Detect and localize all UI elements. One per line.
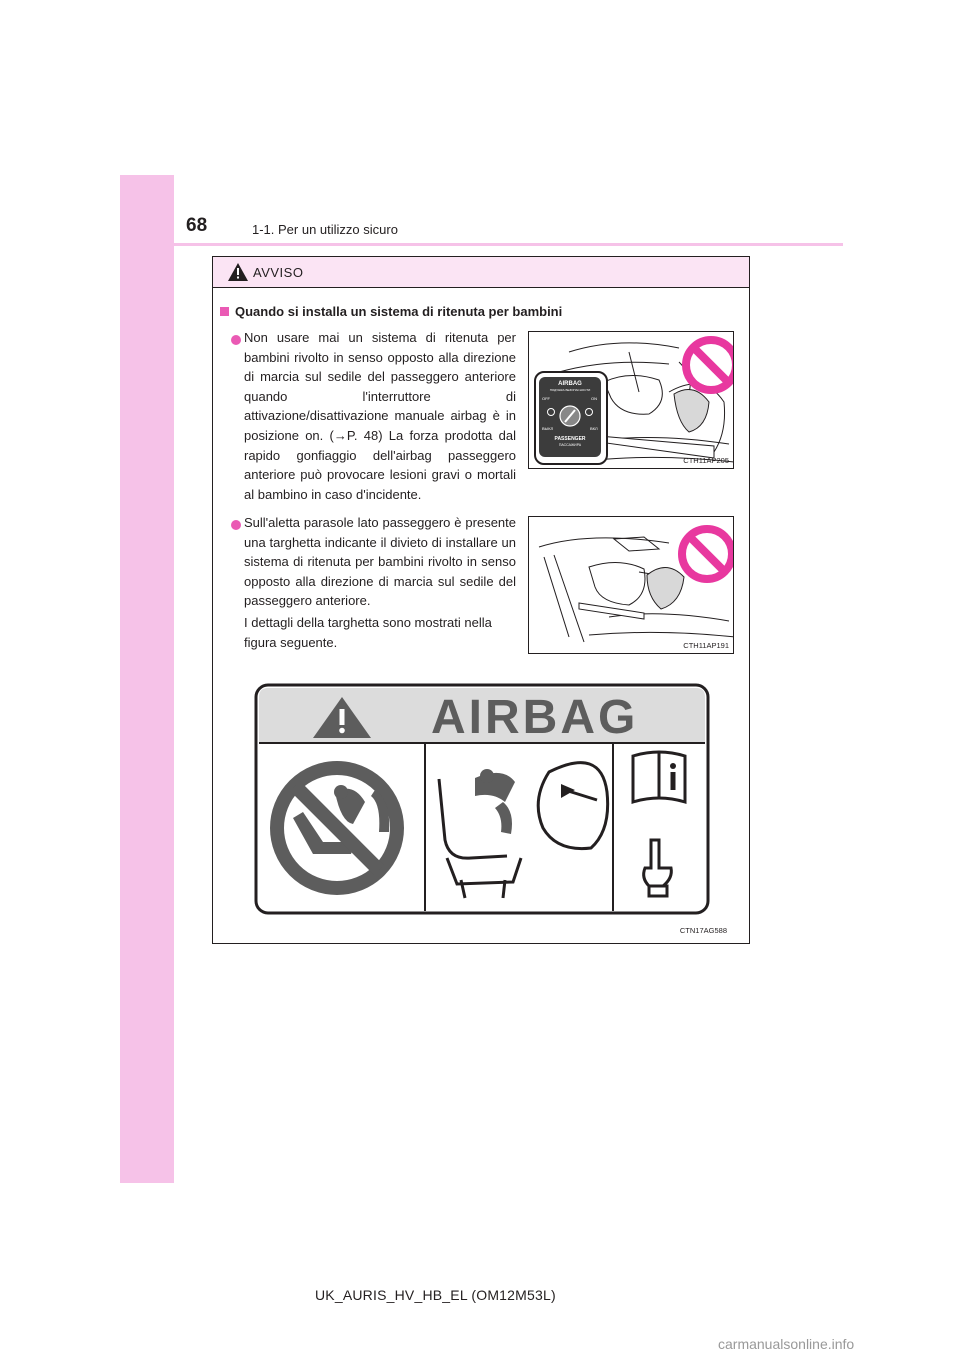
figure-code: CTH11AP191 xyxy=(683,641,729,650)
figure-sunvisor xyxy=(528,516,734,654)
header-rule xyxy=(120,243,843,246)
page-footer: UK_AURIS_HV_HB_EL (OM12M53L) xyxy=(315,1287,556,1303)
airbag-label-title: AIRBAG xyxy=(431,691,639,744)
switch-off-ru-label: ВЫКЛ xyxy=(542,426,554,431)
switch-off-label: OFF xyxy=(542,396,550,401)
dashboard-illustration xyxy=(529,332,734,469)
switch-subtitle: ПОДУШКА БЕЗОПАСНОСТИ xyxy=(549,388,591,392)
sunvisor-illustration xyxy=(529,517,734,654)
bullet-2-note: I dettagli della targhetta sono mostrati nella figura seguente. xyxy=(244,615,492,650)
warning-header xyxy=(213,257,749,288)
bullet-icon xyxy=(231,335,241,345)
section-title: 1-1. Per un utilizzo sicuro xyxy=(252,222,398,237)
square-bullet-icon xyxy=(220,307,229,316)
figure-code: CTH11AP205 xyxy=(683,456,729,465)
warning-label: AVVISO xyxy=(253,265,304,280)
warning-box xyxy=(212,256,750,944)
bullet-icon xyxy=(231,520,241,530)
page-number: 68 xyxy=(186,215,208,236)
subheading xyxy=(220,304,562,319)
figure-airbag-label xyxy=(213,672,749,942)
watermark: carmanualsonline.info xyxy=(718,1336,855,1352)
switch-passenger-ru-label: ПАССАЖИРА xyxy=(558,443,582,447)
figure-airbag-switch xyxy=(528,331,734,469)
switch-passenger-label: PASSENGER xyxy=(554,436,586,442)
side-tab xyxy=(120,175,174,1183)
subheading-text: Quando si installa un sistema di ritenuta per bambini xyxy=(235,304,563,319)
bullet-text-2: Sull'aletta parasole lato passeggero è presente una targhetta indicante il divieto di installare un sistema di ritenuta per bambini rivolto in senso opposto alla direzione di marcia sul sedile del passeggero anteriore. xyxy=(244,515,516,609)
figure-code: CTN17AG588 xyxy=(679,926,727,935)
switch-on-label: ON xyxy=(591,396,597,401)
bullet-text-1: Non usare mai un sistema di ritenuta per bambini rivolto in senso opposto alla direzione di marcia sul sedile del passeggero anteriore quando l'interruttore di attivazione/disattivazione manuale airbag è in posizione on. (→P. 48) La forza prodotta dal rapido gonfiaggio dell'airbag passeggero anteriore può provocare lesioni gravi o mortali al bambino in caso d'incidente. xyxy=(244,330,516,502)
switch-on-ru-label: ВКЛ xyxy=(590,426,598,431)
switch-title: AIRBAG xyxy=(558,381,582,387)
warning-triangle-icon xyxy=(228,263,248,281)
